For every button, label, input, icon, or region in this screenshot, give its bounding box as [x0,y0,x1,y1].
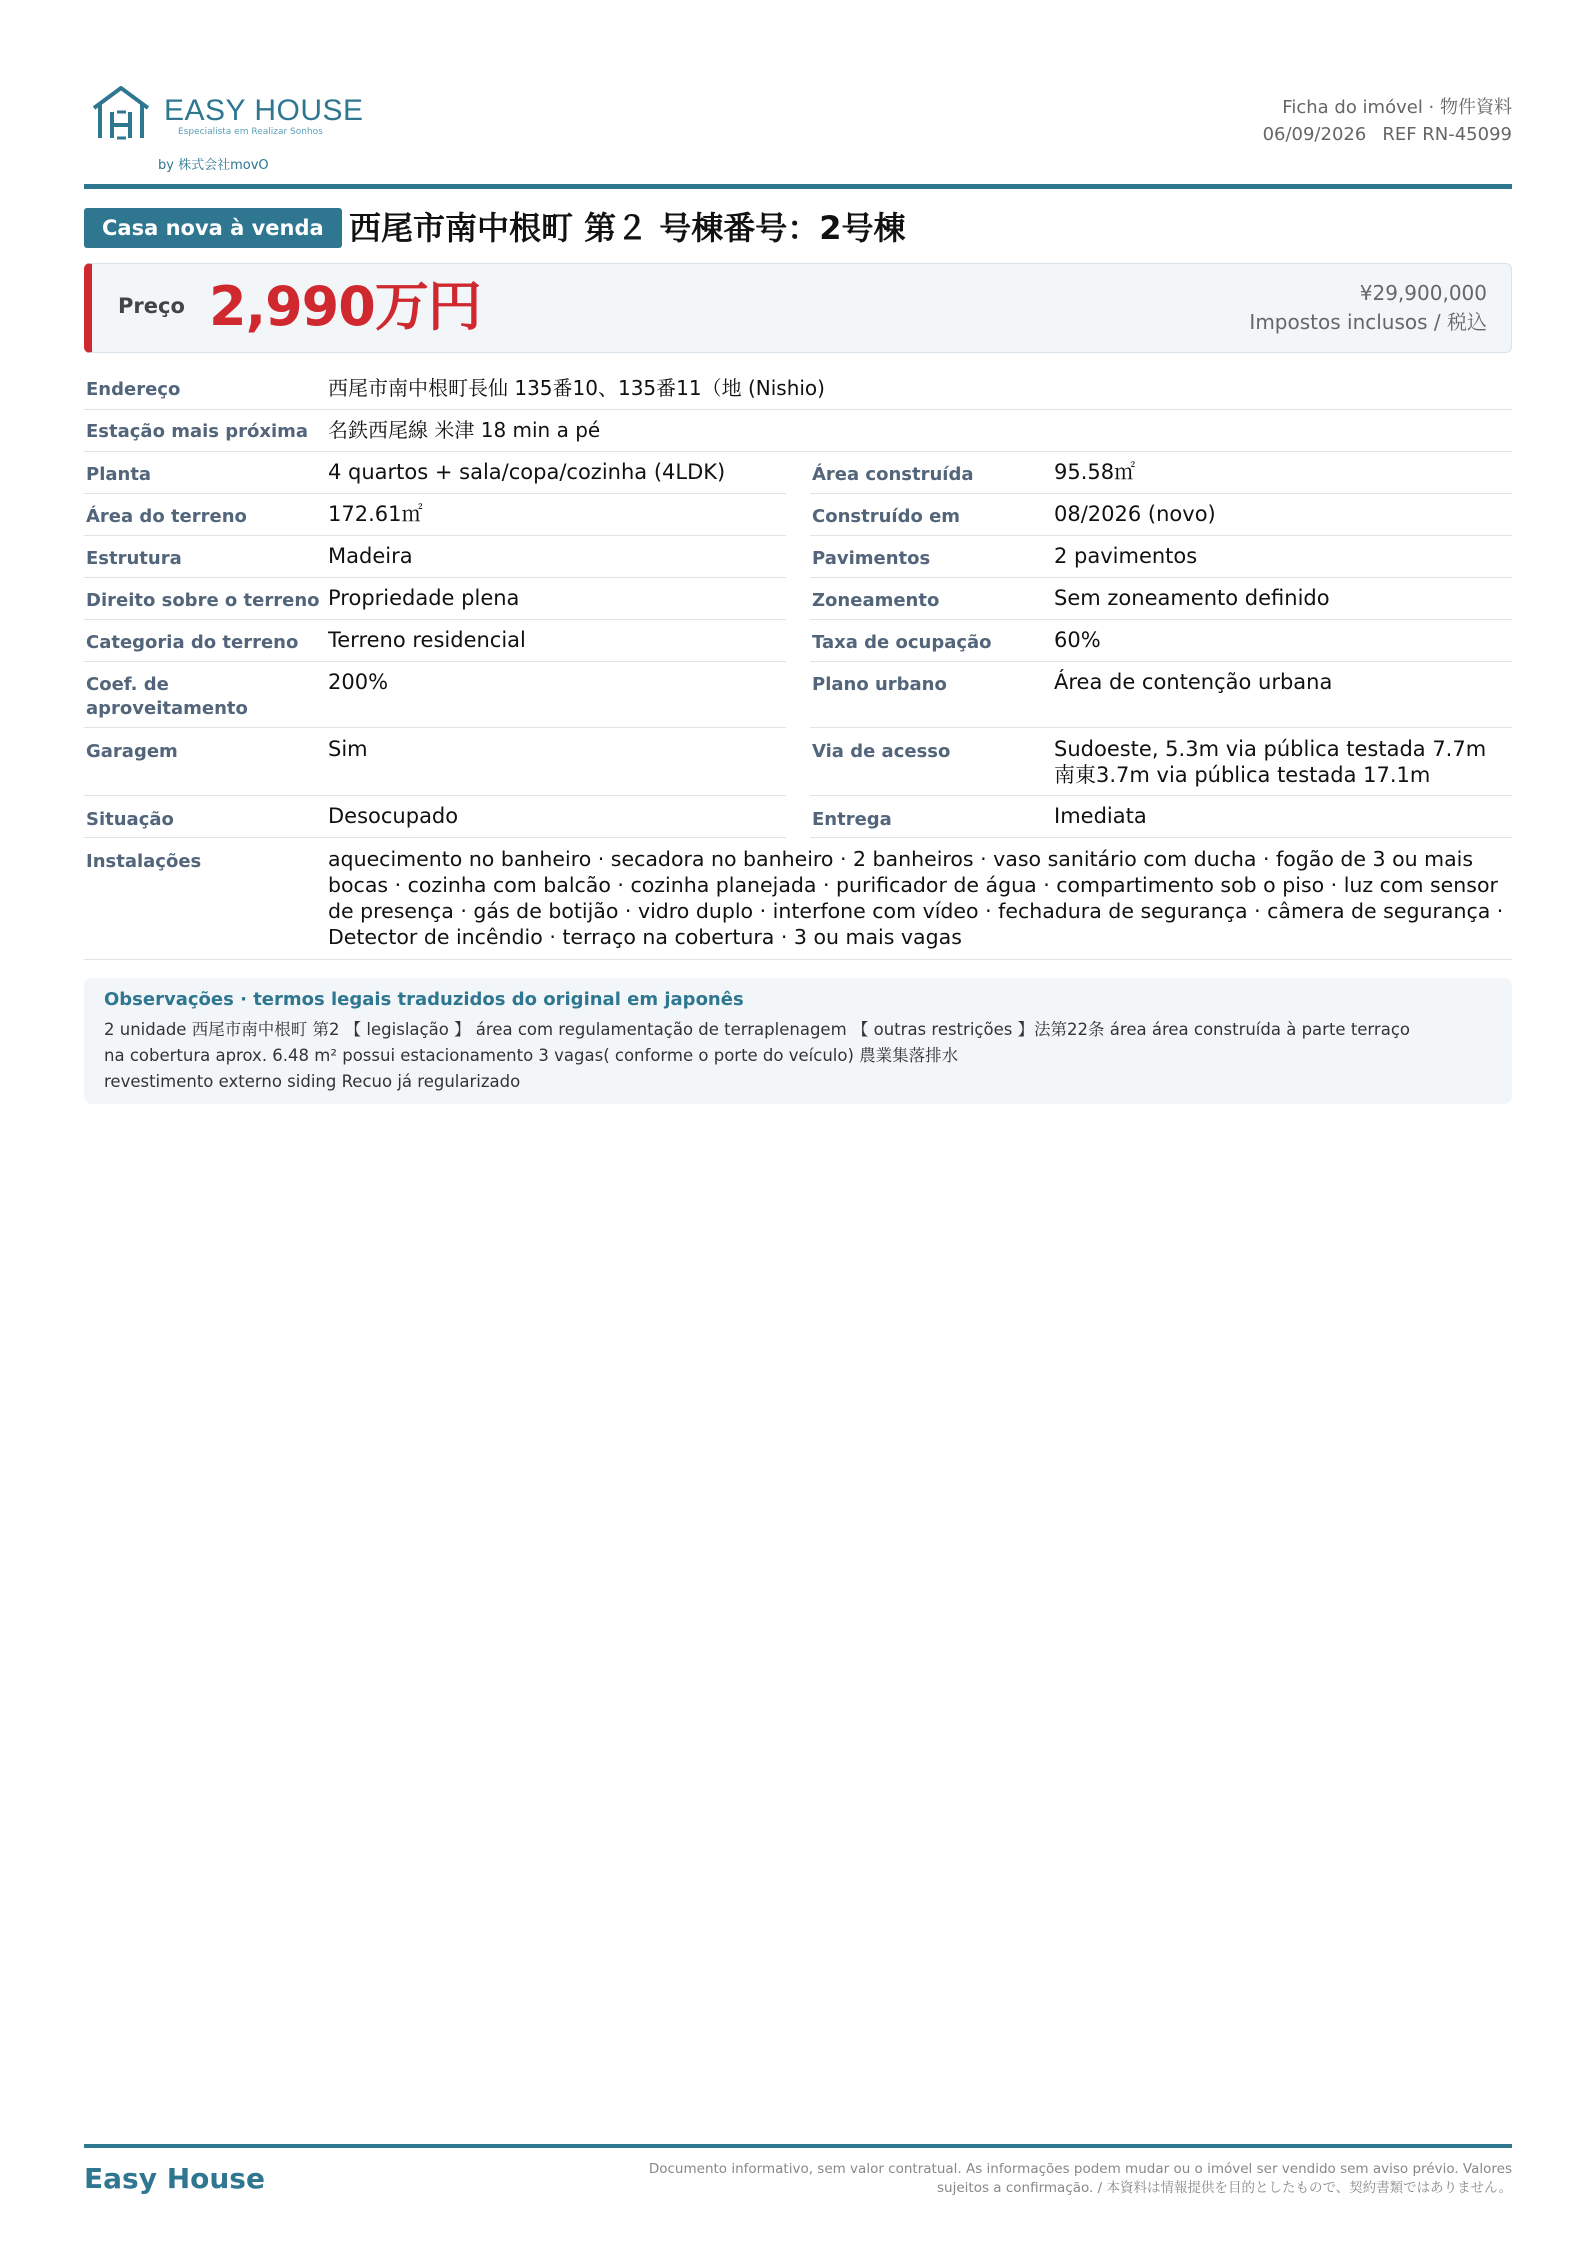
footer-brand: Easy House [84,2162,265,2195]
footer-disclaimer: Documento informativo, sem valor contratual. As informações podem mudar ou o imóvel ser vendido sem aviso prévio. Valores sujeitos a confirmação. / 本資料は情報提供を目的としたもので、契約書類ではありません。 [648,2161,1512,2196]
detail-row-coverage [810,620,1512,662]
structure-value: Madeira [328,544,413,568]
detail-row-access [810,728,1512,796]
document-meta [1263,94,1512,148]
brand-logo [90,82,390,178]
access-label: Via de acesso [812,741,951,762]
coverage-value: 60% [1054,628,1101,652]
document-type: Ficha do imóvel · 物件資料 [1282,97,1512,118]
notes-line: 2 unidade 西尾市南中根町 第2 【 legislação 】 área com regulamentação de terraplenagem 【 outras restrições 】法第22条 área área construída à parte terraço [104,1020,1410,1039]
structure-label: Estrutura [86,548,182,569]
detail-row-built-area [810,452,1512,494]
floors-label: Pavimentos [812,548,931,569]
zoning-value: Sem zoneamento definido [1054,586,1330,610]
built-area-label: Área construída [812,464,974,485]
detail-row-garage [84,728,786,796]
land-right-value: Propriedade plena [328,586,520,610]
detail-row-far [84,662,786,728]
listing-type-badge: Casa nova à venda [84,208,342,248]
floors-value: 2 pavimentos [1054,544,1198,568]
land-area-label: Área do terreno [86,506,247,527]
brand-tagline: Especialista em Realizar Sonhos [178,127,323,137]
land-category-value: Terreno residencial [328,628,526,652]
far-value: 200% [328,670,389,694]
garage-value: Sim [328,737,368,761]
detail-row-station [84,410,1512,452]
detail-row-land-area [84,494,786,536]
layout-label: Planta [86,464,152,485]
notes-box [84,978,1512,1104]
detail-row-structure [84,536,786,578]
detail-row-urban-plan [810,662,1512,728]
header-divider [84,184,1512,189]
status-value: Desocupado [328,804,459,828]
zoning-label: Zoneamento [812,590,940,611]
price-detail [1249,279,1487,337]
document-date: 06/09/2026 [1262,124,1367,145]
layout-value: 4 quartos + sala/copa/cozinha (4LDK) [328,460,726,484]
built-in-label: Construído em [812,506,961,527]
price-label: Preço [118,294,185,318]
header [84,78,1512,186]
access-value [1054,736,1486,788]
detail-row-floors [810,536,1512,578]
house-logo-icon [90,82,152,144]
status-label: Situação [86,809,174,830]
address-value: 西尾市南中根町長仙 135番10、135番11（地 (Nishio) [328,376,825,400]
urban-plan-value: Área de contenção urbana [1054,670,1333,694]
detail-row-zoning [810,578,1512,620]
detail-row-delivery [810,796,1512,838]
facilities-value: aquecimento no banheiro · secadora no banheiro · 2 banheiros · vaso sanitário com ducha · fogão de 3 ou mais bocas · cozinha com balcão · cozinha planejada · purificador de água · compartimento sob o piso · luz com sensor de presença · gás de botijão · vidro duplo · interfone com vídeo · fechadura de segurança · câmera de segurança · Detector de incêndio · terraço na cobertura · 3 ou mais vagas [328,847,1504,949]
station-value: 名鉄西尾線 米津 18 min a pé [328,418,601,442]
footer-divider [84,2144,1512,2148]
land-area-value: 172.61㎡ [328,502,423,526]
price-yen: ¥29,900,000 [1359,281,1487,305]
notes-line: na cobertura aprox. 6.48 m² possui estacionamento 3 vagas( conforme o porte do veículo) 農業集落排水 [104,1046,959,1065]
brand-name: EASY HOUSE [164,94,364,127]
station-label: Estação mais próxima [86,421,309,442]
title-row [84,207,1512,249]
coverage-label: Taxa de ocupação [812,632,992,653]
document-ref: REF RN-45099 [1382,124,1512,145]
urban-plan-label: Plano urbano [812,674,947,695]
notes-title: Observações · termos legais traduzidos do original em japonês [104,989,744,1010]
delivery-label: Entrega [812,809,892,830]
price-box [84,263,1512,353]
built-in-value: 08/2026 (novo) [1054,502,1216,526]
access-value-line2: 南東3.7m via pública testada 17.1m [1054,763,1431,787]
detail-row-layout [84,452,786,494]
address-label: Endereço [86,379,181,400]
garage-label: Garagem [86,741,178,762]
notes-line: revestimento externo siding Recuo já regularizado [104,1072,521,1091]
access-value-line1: Sudoeste, 5.3m via pública testada 7.7m [1054,737,1487,761]
notes-body [104,1017,1494,1095]
listing-title: 西尾市南中根町 第２ 号棟番号：2号棟 [349,209,906,247]
document-date-ref [1263,121,1512,148]
detail-row-built-in [810,494,1512,536]
far-label: Coef. de aproveitamento [86,674,248,719]
detail-row-address [84,368,1512,410]
brand-company: by 株式会社movO [158,158,269,173]
land-category-label: Categoria do terreno [86,632,299,653]
built-area-value: 95.58㎡ [1054,460,1136,484]
price-tax-note: Impostos inclusos / 税込 [1249,310,1487,334]
facilities-label: Instalações [86,851,202,872]
detail-row-land-right [84,578,786,620]
property-sheet [84,0,1512,2246]
detail-row-status [84,796,786,838]
price-value: 2,990万円 [209,275,481,338]
land-right-label: Direito sobre o terreno [86,590,320,611]
detail-row-facilities [84,838,1512,960]
delivery-value: Imediata [1054,804,1147,828]
detail-row-land-category [84,620,786,662]
